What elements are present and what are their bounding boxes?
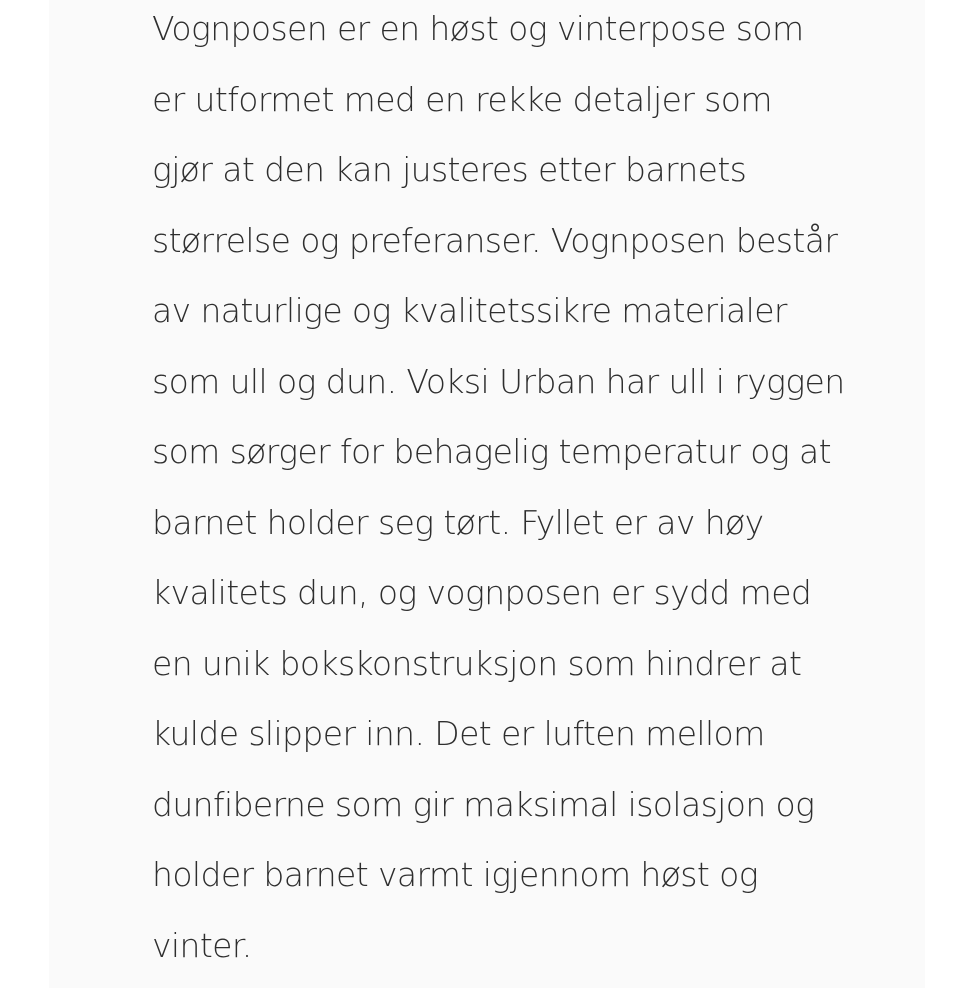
description-line: som ull og dun. Voksi Urban har ull i ryggen (152, 361, 845, 401)
description-line: Vognposen er en høst og vinterpose som (152, 9, 804, 48)
description-line: gjør at den kan justeres etter barnets (152, 150, 747, 189)
description-line: er utformet med en rekke detaljer som (152, 79, 772, 119)
content-panel (49, 0, 925, 988)
description-line: holder barnet varmt igjennom høst og (152, 855, 758, 894)
description-line: kulde slipper inn. Det er luften mellom (152, 714, 765, 753)
description-line: størrelse og preferanser. Vognposen består (152, 220, 838, 260)
product-description (152, 0, 932, 981)
description-line: barnet holder seg tørt. Fyllet er av høy (152, 502, 764, 542)
description-line: vinter. (152, 925, 252, 965)
description-line: som sørger for behagelig temperatur og at (152, 432, 831, 471)
description-line: en unik bokskonstruksjon som hindrer at (152, 643, 802, 683)
description-line: kvalitets dun, og vognposen er sydd med (152, 573, 812, 612)
description-line: dunfiberne som gir maksimal isolasjon og (152, 784, 815, 824)
description-line: av naturlige og kvalitetssikre materialer (152, 291, 787, 330)
